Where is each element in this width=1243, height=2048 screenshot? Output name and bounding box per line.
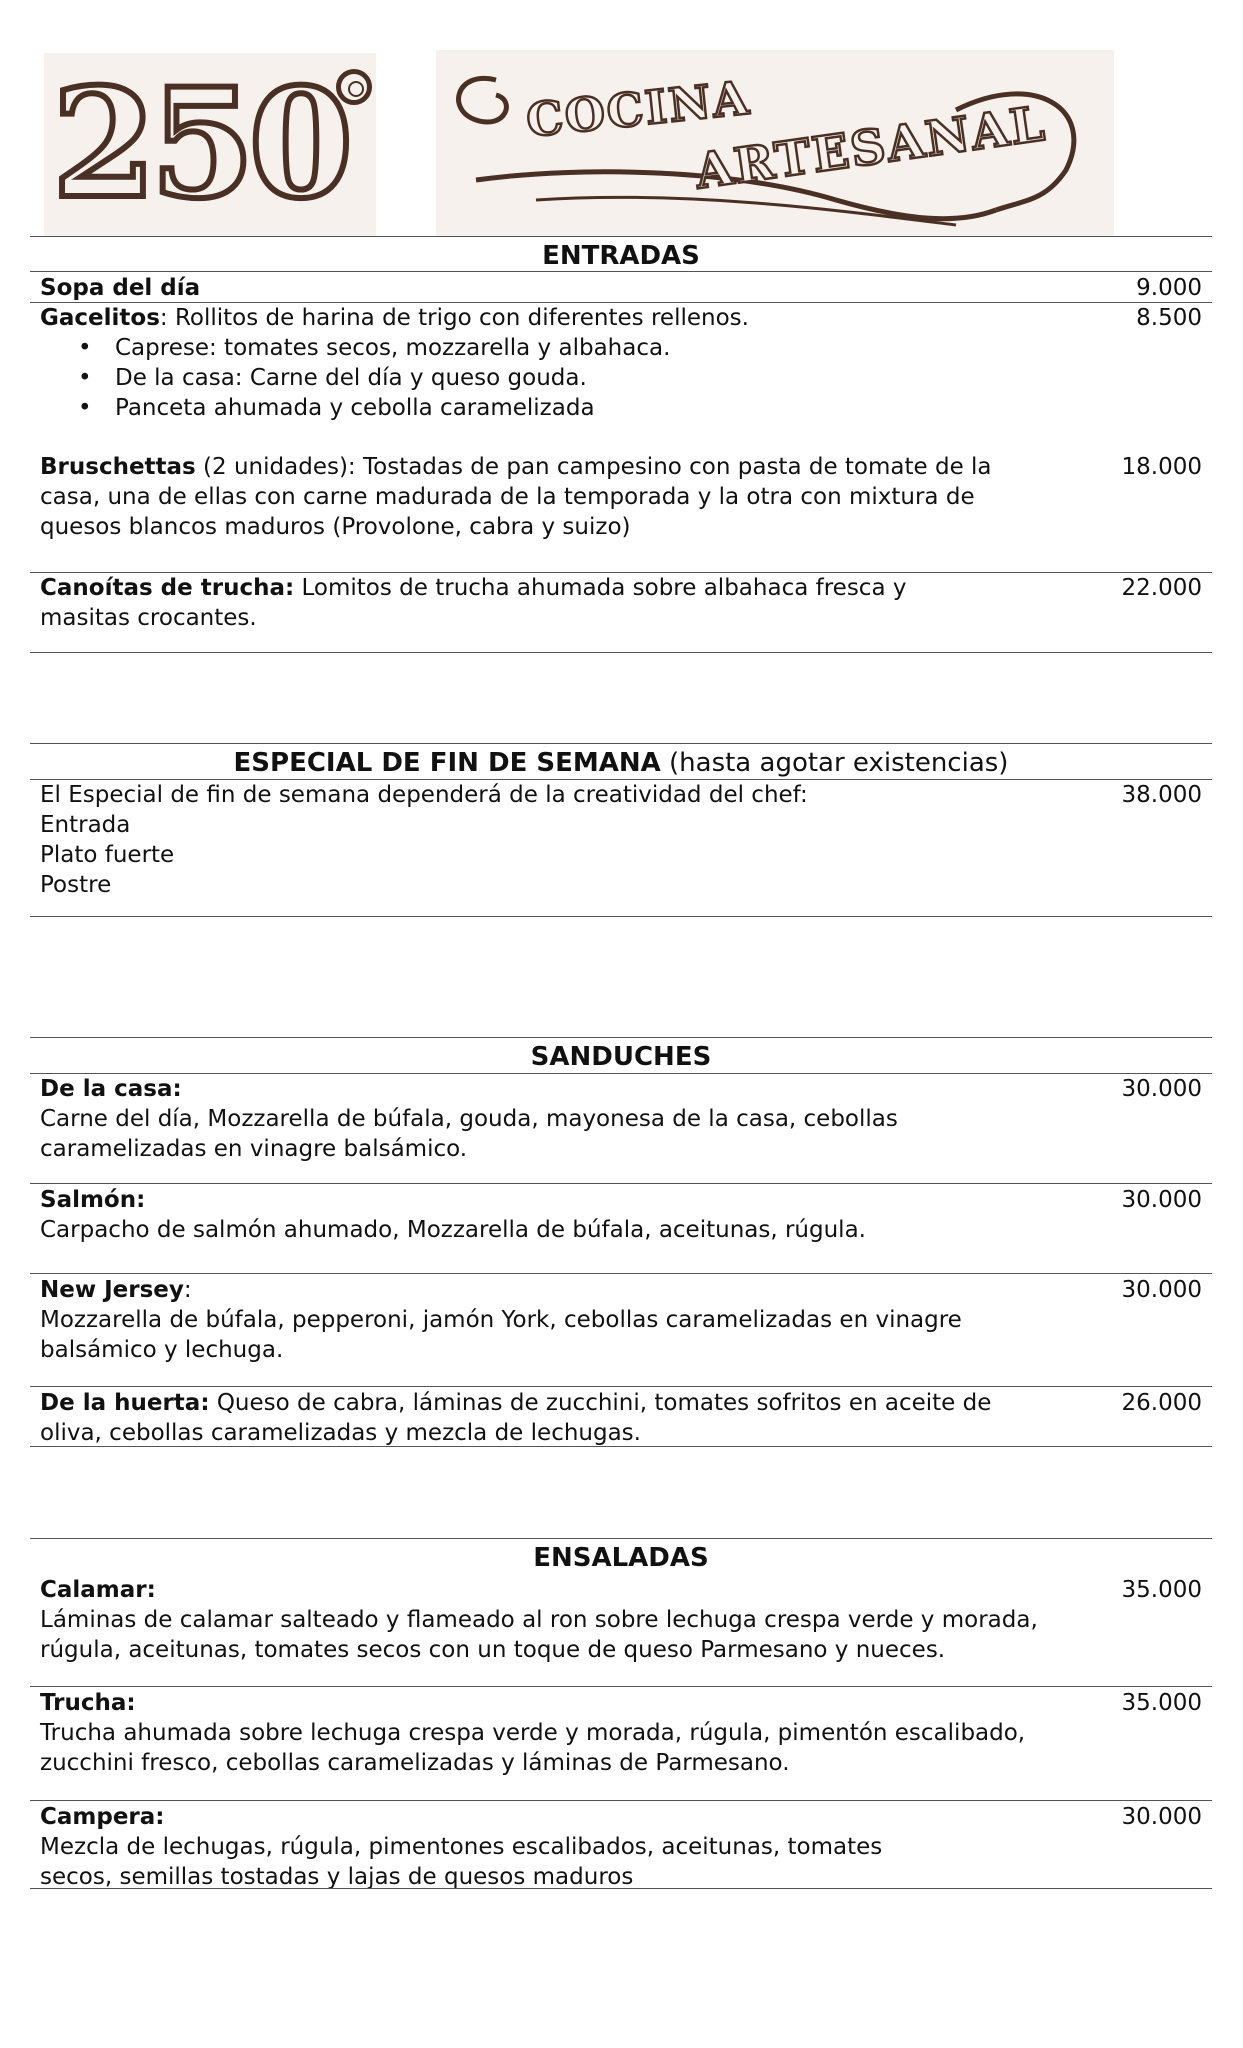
divider	[30, 1037, 1212, 1038]
divider	[30, 1446, 1212, 1447]
logo-line-cocina: COCINA	[523, 70, 753, 148]
logo-line-artesanal: ARTESANAL	[691, 95, 1050, 201]
item-description: Trucha ahumada sobre lechuga crespa verde y morada, rúgula, pimentón escalibado, zucchini fresco, cebollas caramelizadas y láminas de Parmesano.	[40, 1720, 1026, 1776]
menu-item	[40, 1802, 960, 1892]
menu-item	[40, 1074, 1050, 1164]
divider	[30, 743, 1212, 744]
menu-item	[40, 452, 1050, 542]
divider	[30, 1538, 1212, 1539]
list-item: • Caprese: tomates secos, mozzarella y albahaca.	[115, 333, 1040, 363]
item-name: Campera:	[40, 1804, 165, 1830]
item-description: Mezcla de lechugas, rúgula, pimentones escalibados, aceitunas, tomates secos, semillas tostadas y lajas de quesos maduros	[40, 1834, 883, 1890]
item-price: 30.000	[1121, 1187, 1202, 1213]
item-description: (2 unidades): Tostadas de pan campesino con pasta de tomate de la casa, una de ellas con carne madurada de la temporada y la otra con mixtura de quesos blancos maduros (Provolone, cabra y suizo)	[40, 454, 992, 540]
item-description: Queso de cabra, láminas de zucchini, tomates sofritos en aceite de oliva, cebollas caramelizadas y mezcla de lechugas.	[40, 1390, 992, 1446]
section-title: ENSALADAS	[533, 1543, 709, 1573]
menu-item	[40, 303, 1040, 423]
item-price: 30.000	[1121, 1277, 1202, 1303]
list-item: • De la casa: Carne del día y queso gouda.	[115, 363, 1040, 393]
divider	[30, 271, 1212, 272]
section-title: ENTRADAS	[542, 241, 700, 271]
item-name: Bruschettas	[40, 454, 196, 480]
title-note: (hasta agotar existencias)	[660, 748, 1009, 778]
item-price: 22.000	[1121, 575, 1202, 601]
section-title	[30, 747, 1212, 779]
item-price: 9.000	[1136, 275, 1202, 301]
logo-number: 250	[52, 56, 348, 232]
divider	[30, 916, 1212, 917]
item-description: Mozzarella de búfala, pepperoni, jamón York, cebollas caramelizadas en vinagre balsámico y lechuga.	[40, 1307, 962, 1363]
item-price: 18.000	[1121, 454, 1202, 480]
item-name: Calamar:	[40, 1577, 156, 1603]
menu-item	[40, 780, 1040, 900]
item-description: Lomitos de trucha ahumada sobre albahaca fresca y masitas crocantes.	[40, 575, 907, 631]
item-price: 26.000	[1121, 1390, 1202, 1416]
title-main: ESPECIAL DE FIN DE SEMANA	[233, 748, 661, 778]
divider	[30, 1800, 1212, 1801]
menu-item	[40, 1185, 1040, 1245]
item-name: De la huerta:	[40, 1390, 210, 1416]
item-description: Carpacho de salmón ahumado, Mozzarella de búfala, aceitunas, rúgula.	[40, 1217, 866, 1243]
item-price: 30.000	[1121, 1804, 1202, 1830]
divider	[30, 1888, 1212, 1889]
menu-item	[40, 273, 1040, 303]
menu-item	[40, 1275, 1060, 1365]
item-description: Carne del día, Mozzarella de búfala, gouda, mayonesa de la casa, cebollas caramelizadas en vinagre balsámico.	[40, 1106, 898, 1162]
item-name: Canoítas de trucha:	[40, 575, 295, 601]
item-description: El Especial de fin de semana dependerá de la creatividad del chef:	[40, 782, 808, 808]
divider	[30, 1686, 1212, 1687]
divider	[30, 652, 1212, 653]
item-name: Salmón:	[40, 1187, 146, 1213]
menu-item	[40, 1688, 1040, 1778]
divider	[30, 236, 1212, 237]
item-name: Gacelitos	[40, 305, 160, 331]
item-name: Trucha:	[40, 1690, 136, 1716]
item-name: Sopa del día	[40, 275, 201, 301]
item-price: 8.500	[1136, 305, 1202, 331]
item-price: 38.000	[1121, 782, 1202, 808]
item-price: 35.000	[1121, 1577, 1202, 1603]
logo-250	[44, 53, 376, 236]
course-line: Entrada	[40, 812, 131, 838]
divider	[30, 1386, 1212, 1387]
item-name: De la casa:	[40, 1076, 182, 1102]
item-price: 30.000	[1121, 1076, 1202, 1102]
divider	[30, 1183, 1212, 1184]
menu-item	[40, 573, 1000, 633]
degree-icon	[336, 69, 372, 105]
item-description: : Rollitos de harina de trigo con diferentes rellenos.	[159, 305, 749, 331]
list-item: • Panceta ahumada y cebolla caramelizada	[115, 393, 1040, 423]
menu-item	[40, 1575, 1040, 1665]
item-suffix: :	[183, 1277, 192, 1303]
divider	[30, 1273, 1212, 1274]
course-line: Plato fuerte	[40, 842, 175, 868]
menu-item	[40, 1388, 1040, 1448]
course-line: Postre	[40, 872, 112, 898]
logo-cocina-artesanal	[436, 50, 1114, 237]
item-description: Láminas de calamar salteado y flameado al ron sobre lechuga crespa verde y morada, rúgula, aceitunas, tomates secos con un toque de queso Parmesano y nueces.	[40, 1607, 1038, 1663]
option-list	[40, 333, 1040, 423]
item-name: New Jersey	[40, 1277, 184, 1303]
item-price: 35.000	[1121, 1690, 1202, 1716]
section-title: SANDUCHES	[530, 1042, 712, 1072]
